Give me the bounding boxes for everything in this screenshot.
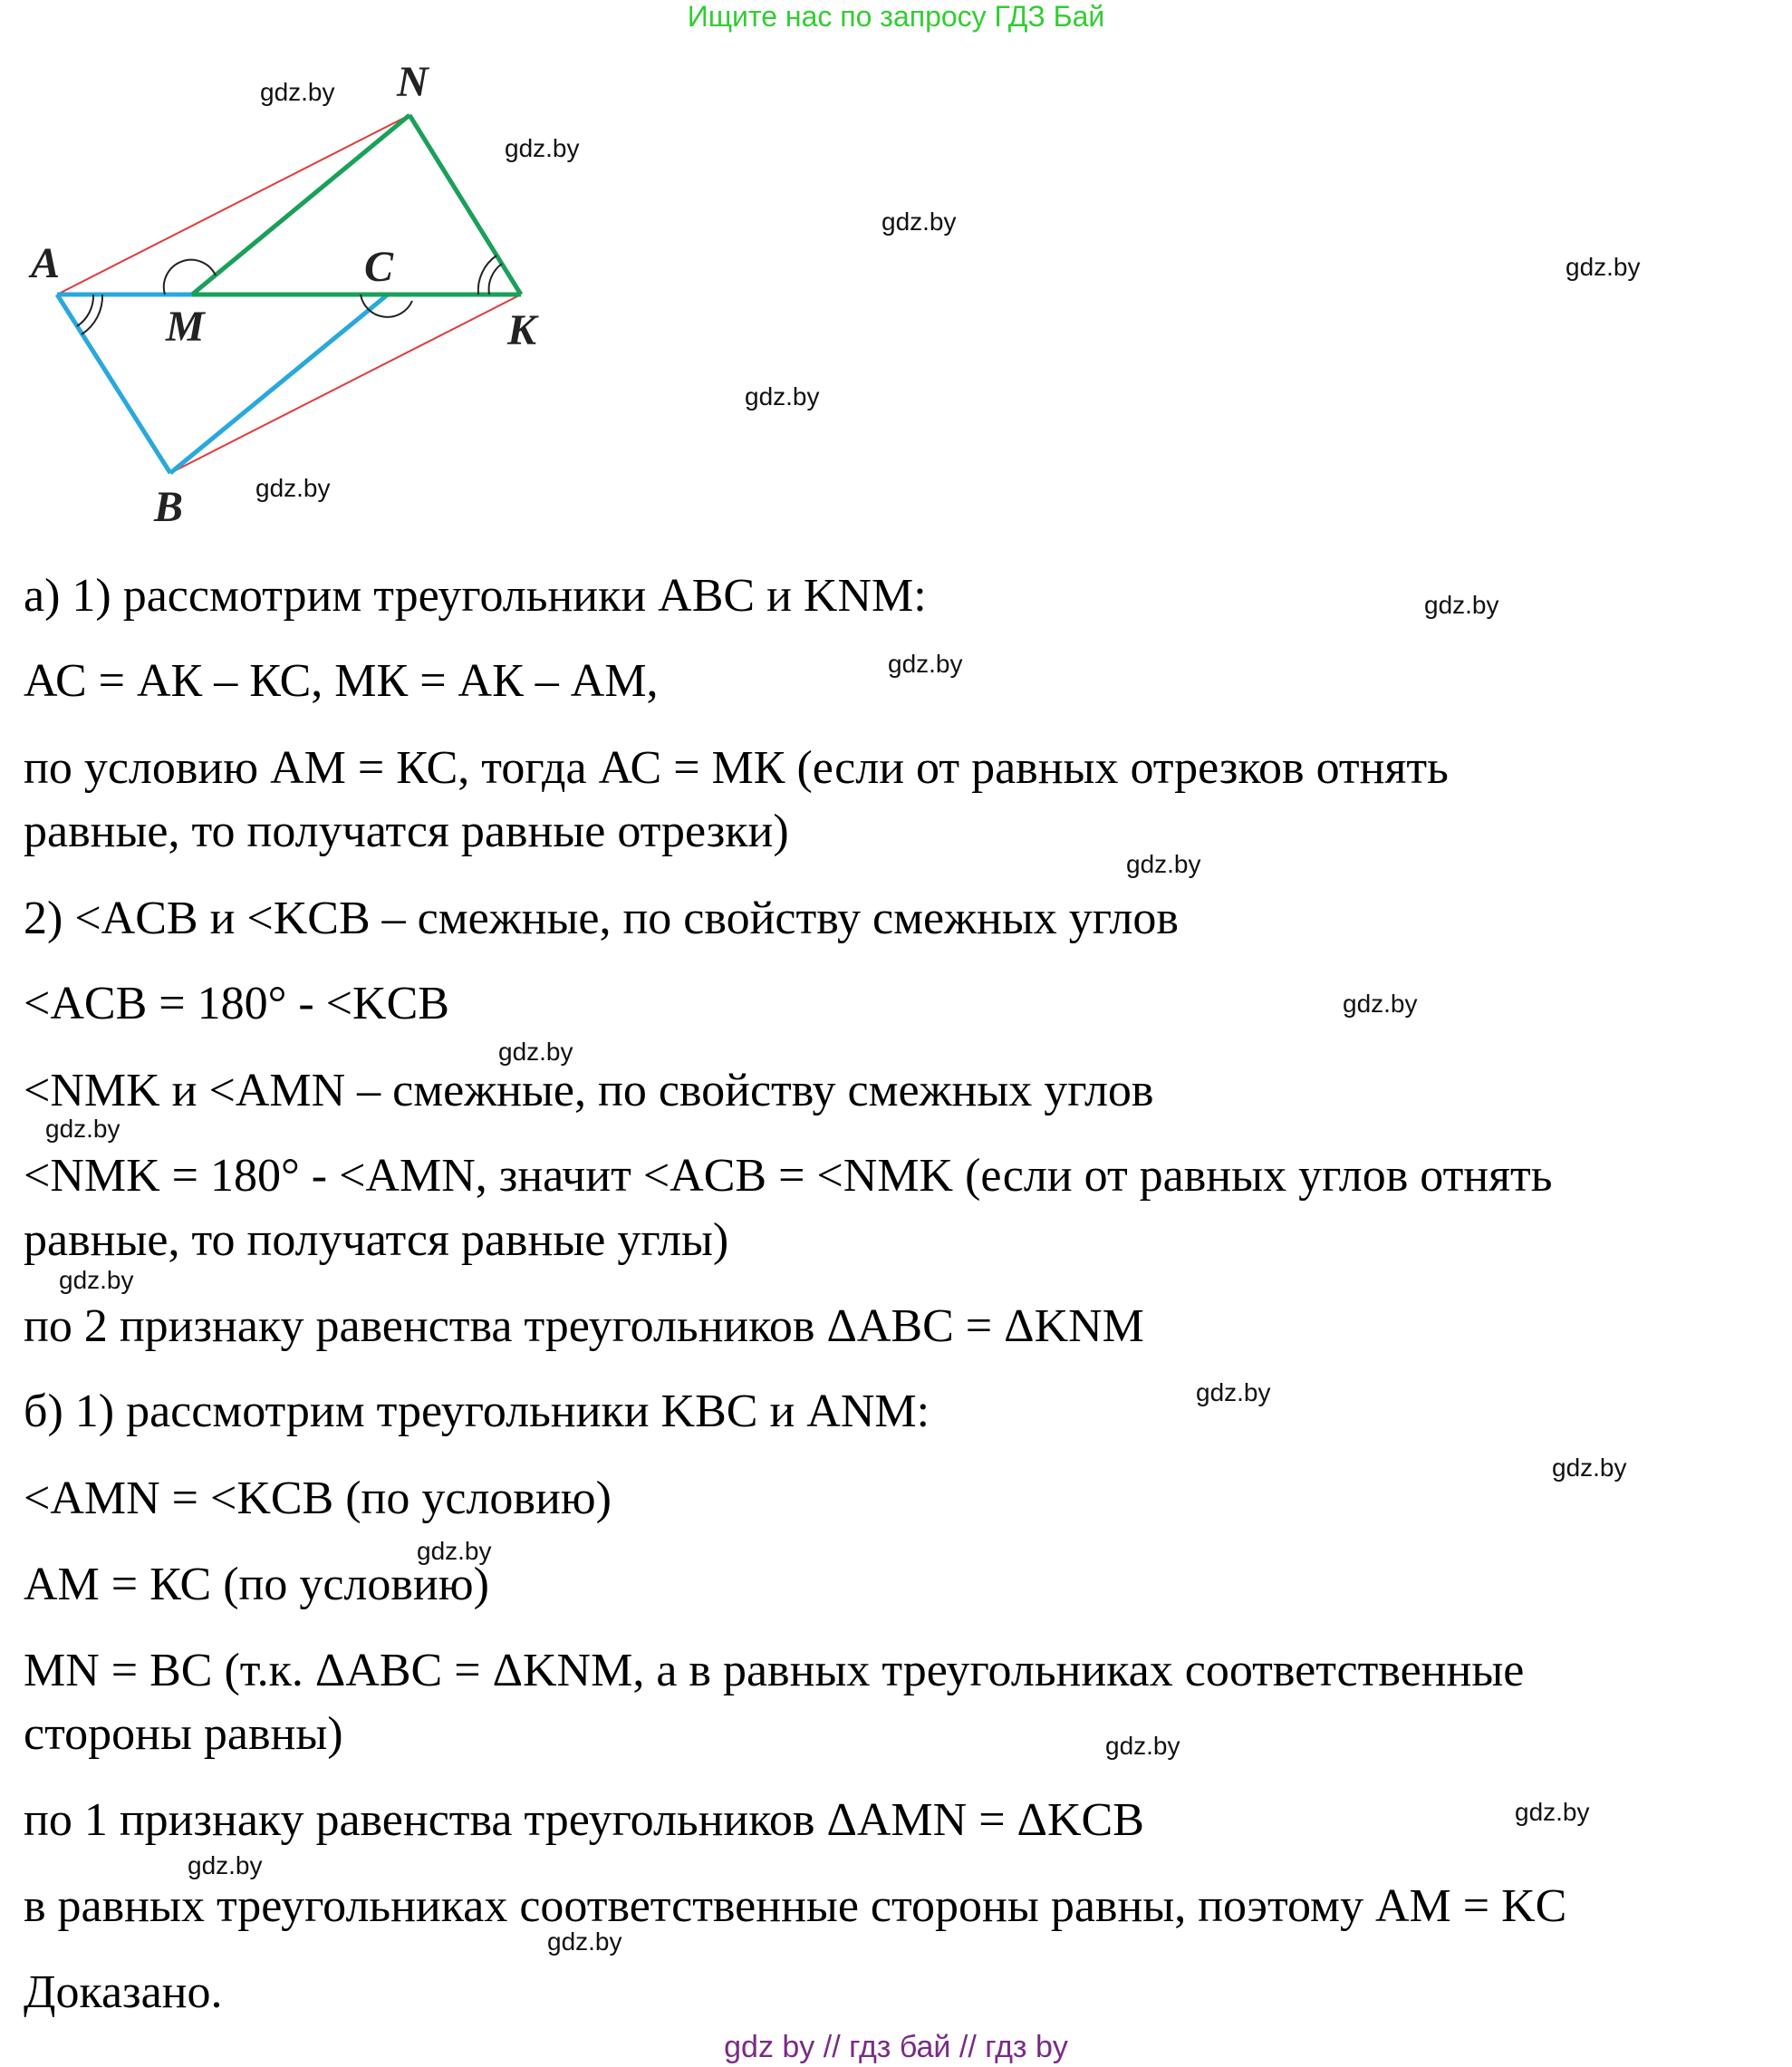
text-line: <ACB = 180° - <KCB (24, 978, 449, 1029)
text-line: по 1 признаку равенства треугольников ΔAMN = ΔKCB (24, 1794, 1144, 1846)
watermark: gdz.by (1126, 850, 1201, 878)
watermark: gdz.by (1196, 1378, 1271, 1406)
label-N: N (397, 58, 429, 106)
text-line: стороны равны) (24, 1708, 343, 1760)
watermark: gdz.by (255, 474, 331, 502)
text-line: АМ = КС (по условию) (24, 1559, 489, 1610)
text-line: б) 1) рассмотрим треугольники KBC и ANM: (24, 1386, 930, 1437)
segment-BK-red (170, 295, 521, 473)
watermark: gdz.by (59, 1266, 134, 1294)
angle-arc-M (164, 260, 216, 295)
angle-arc-A (77, 295, 93, 326)
watermark: gdz.by (1515, 1798, 1590, 1826)
label-A: A (31, 239, 61, 287)
text-line: а) 1) рассмотрим треугольники ABC и KNM: (24, 570, 927, 622)
text-line: 2) <ACB и <KCB – смежные, по свойству смежных углов (24, 893, 1179, 944)
watermark: gdz.by (1105, 1732, 1180, 1760)
label-M: M (166, 303, 205, 351)
text-line: АС = АК – КС, МК = АК – АМ, (24, 655, 659, 707)
text-line: <NMK = 180° - <AMN, значит <ACB = <NMK (если от равных углов отнять (24, 1150, 1553, 1202)
watermark: gdz.by (505, 134, 580, 162)
watermark: gdz.by (888, 650, 963, 678)
watermark: gdz.by (1552, 1454, 1627, 1482)
text-line: <AMN = <KCB (по условию) (24, 1473, 612, 1524)
watermark: gdz.by (1343, 990, 1418, 1018)
watermark: gdz.by (260, 78, 335, 106)
label-C: C (364, 243, 394, 291)
watermark: gdz.by (498, 1038, 573, 1066)
text-line: <NMK и <AMN – смежные, по свойству смежных углов (24, 1065, 1154, 1116)
watermark: gdz.by (1424, 591, 1499, 619)
text-line: по 2 признаку равенства треугольников ΔABC = ΔKNM (24, 1300, 1144, 1352)
watermark: gdz.by (188, 1851, 263, 1879)
text-line: в равных треугольниках соответственные стороны равны, поэтому AM = KC (24, 1880, 1567, 1932)
angle-arc-A2 (82, 295, 102, 334)
angle-arc-K2 (478, 256, 496, 295)
watermark: gdz.by (1566, 253, 1641, 281)
text-line: равные, то получатся равные отрезки) (24, 806, 789, 857)
segment-AB (57, 295, 170, 473)
watermark: gdz.by (745, 382, 820, 411)
angle-arc-K (489, 264, 502, 295)
text-line: Доказано. (24, 1966, 223, 2018)
promo-header: Ищите нас по запросу ГДЗ Бай (687, 0, 1105, 33)
watermark: gdz.by (882, 208, 957, 236)
segment-AN-red (57, 115, 409, 295)
label-K: K (507, 306, 537, 354)
text-line: MN = BC (т.к. ΔABC = ΔKNM, а в равных треугольниках соответственные (24, 1645, 1525, 1696)
watermark: gdz.by (417, 1537, 492, 1565)
watermark: gdz.by (547, 1927, 622, 1956)
label-B: B (154, 483, 184, 531)
text-line: равные, то получатся равные углы) (24, 1214, 729, 1266)
footer-links: gdz by // гдз бай // гдз by (724, 2030, 1068, 2064)
text-line: по условию АМ = КС, тогда АС = МК (если от равных отрезков отнять (24, 742, 1449, 794)
watermark: gdz.by (45, 1115, 120, 1143)
